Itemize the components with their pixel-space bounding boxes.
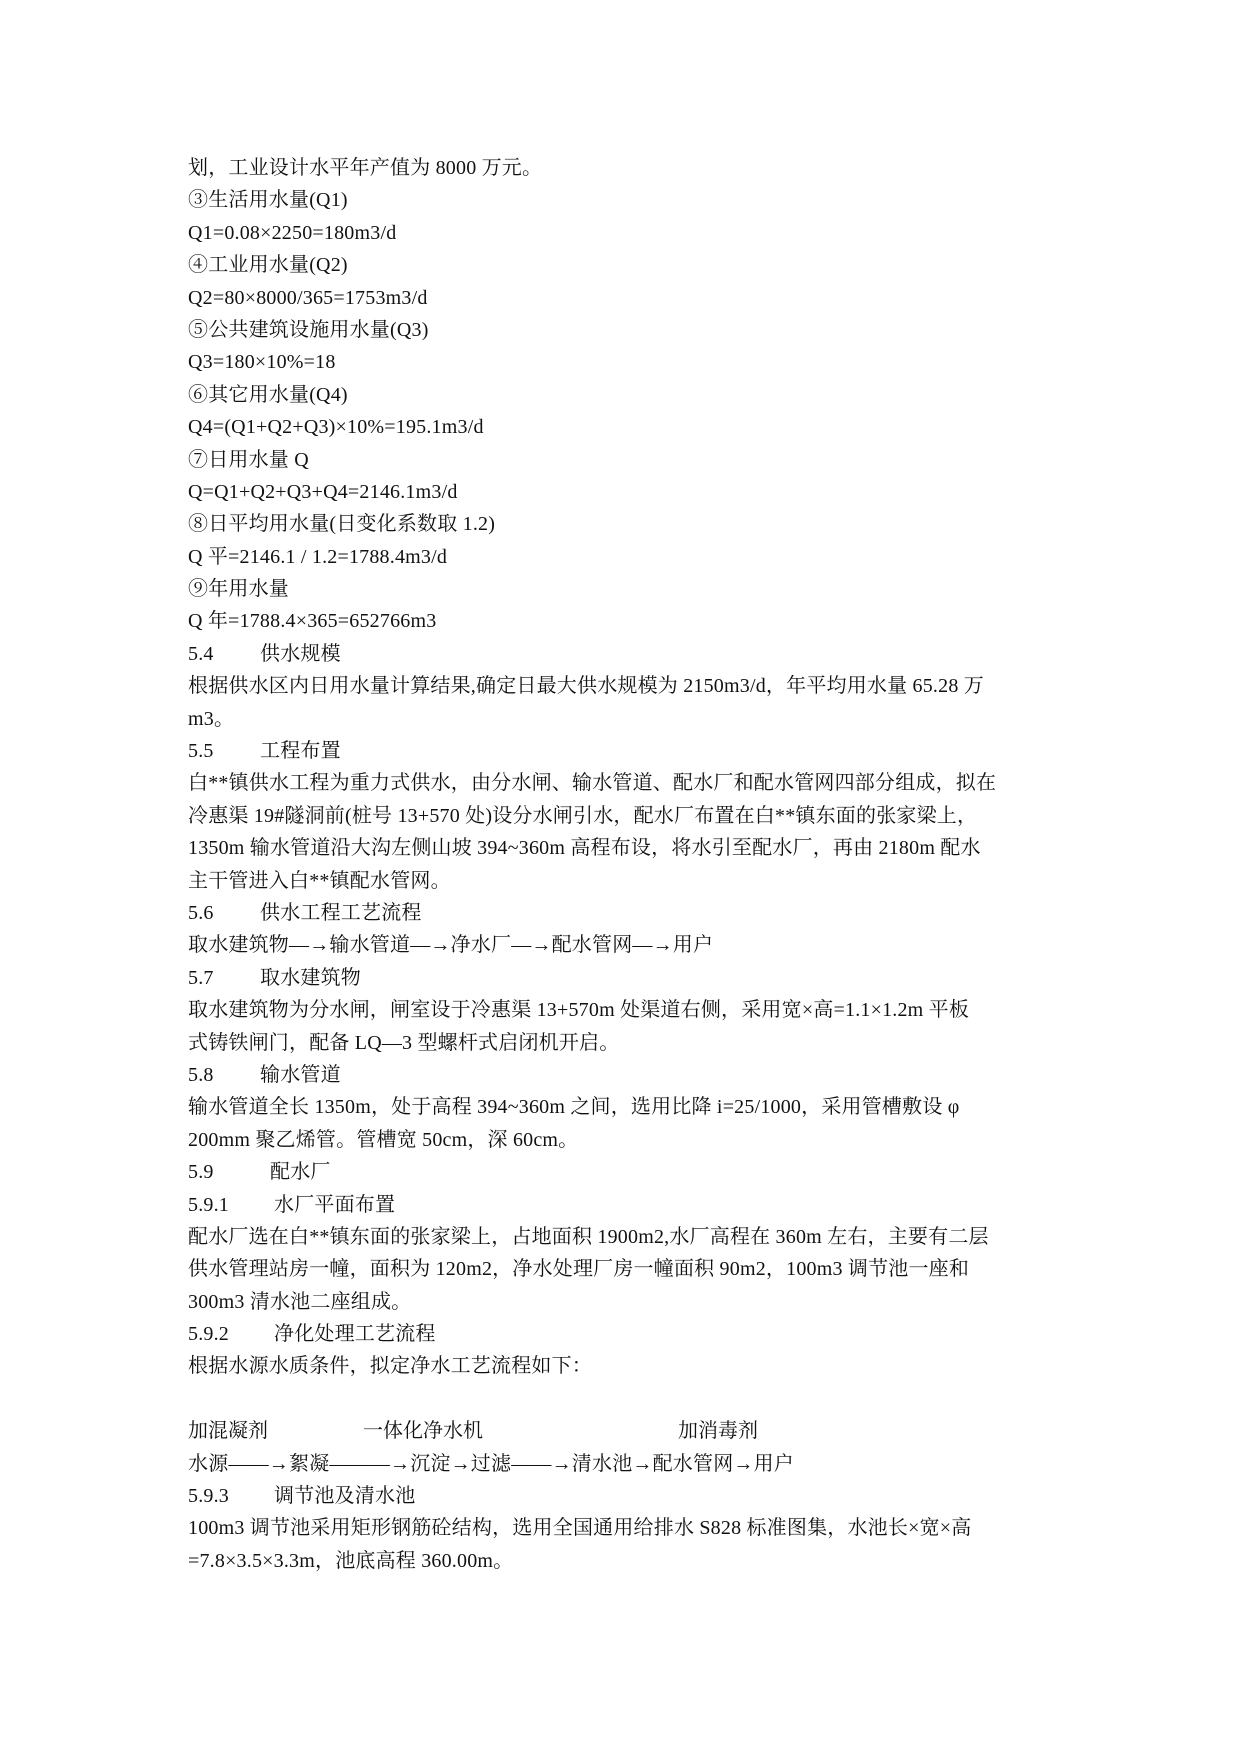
item-heading: ⑤公共建筑设施用水量(Q3) (188, 318, 429, 341)
section-title: 供水规模 (260, 642, 341, 665)
section-heading-5-9-2 (188, 1318, 1058, 1350)
section-number: 5.9 (188, 1161, 214, 1184)
section-number: 5.4 (188, 642, 214, 665)
formula-line: Q=Q1+Q2+Q3+Q4=2146.1m3/d (188, 480, 458, 503)
section-number: 5.5 (188, 740, 214, 763)
section-heading-5-9-1 (188, 1189, 1058, 1221)
item-heading: ⑥其它用水量(Q4) (188, 383, 348, 406)
formula-line: Q 年=1788.4×365=652766m3 (188, 610, 437, 633)
section-heading-5-4 (188, 638, 1058, 670)
paragraph-line: 主干管进入白**镇配水管网。 (188, 869, 451, 892)
item-heading: ⑦日用水量 Q (188, 448, 309, 471)
section-heading-5-7 (188, 962, 1058, 994)
process-flow-chain: 水源——→絮凝———→沉淀→过滤——→清水池→配水管网→用户 (188, 1452, 794, 1475)
paragraph-line: 冷惠渠 19#隧洞前(桩号 13+570 处)设分水闸引水，配水厂布置在白**镇东面的张家梁上， (188, 804, 978, 827)
section-title: 供水工程工艺流程 (260, 901, 422, 924)
section-heading-5-9 (188, 1156, 1058, 1188)
flow-label-integrated-purifier: 一体化净水机 (363, 1420, 483, 1443)
section-title: 调节池及清水池 (274, 1485, 416, 1508)
item-heading: ⑨年用水量 (188, 578, 289, 601)
formula-line: Q1=0.08×2250=180m3/d (188, 221, 397, 244)
paragraph-line: m3。 (188, 707, 235, 730)
paragraph-line: 300m3 清水池二座组成。 (188, 1290, 412, 1313)
section-heading-5-5 (188, 735, 1058, 767)
text-line: 划，工业设计水平年产值为 8000 万元。 (188, 157, 543, 179)
section-heading-5-6 (188, 897, 1058, 929)
paragraph-line: =7.8×3.5×3.3m，池底高程 360.00m。 (188, 1549, 514, 1572)
paragraph-line: 根据供水区内日用水量计算结果,确定日最大供水规模为 2150m3/d，年平均用水量 65.28 万 (188, 675, 984, 698)
paragraph-line: 根据水源水质条件，拟定净水工艺流程如下： (188, 1355, 592, 1378)
section-number: 5.7 (188, 966, 214, 989)
paragraph-line: 输水管道全长 1350m，处于高程 394~360m 之间，选用比降 i=25/1000，采用管槽敷设 φ (188, 1096, 960, 1119)
item-heading: ④工业用水量(Q2) (188, 254, 348, 277)
formula-line: Q3=180×10%=18 (188, 351, 336, 374)
paragraph-line: 配水厂选在白**镇东面的张家梁上，占地面积 1900m2,水厂高程在 360m 左右，主要有二层 (188, 1225, 989, 1248)
section-number: 5.6 (188, 901, 214, 924)
paragraph-line: 供水管理站房一幢，面积为 120m2，净水处理厂房一幢面积 90m2，100m3 调节池一座和 (188, 1258, 970, 1281)
process-flow-line: 取水建筑物—→输水管道—→净水厂—→配水管网—→用户 (188, 934, 714, 957)
section-heading-5-9-3 (188, 1480, 1058, 1512)
paragraph-line: 白**镇供水工程为重力式供水，由分水闸、输水管道、配水厂和配水管网四部分组成，拟在 (188, 772, 997, 795)
paragraph-line: 200mm 聚乙烯管。管槽宽 50cm，深 60cm。 (188, 1128, 579, 1151)
process-flow-labels (188, 1415, 1058, 1447)
paragraph-line: 取水建筑物为分水闸，闸室设于冷惠渠 13+570m 处渠道右侧，采用宽×高=1.1×1.2m 平板 (188, 999, 970, 1022)
flow-label-coagulant: 加混凝剂 (188, 1420, 268, 1443)
item-heading: ③生活用水量(Q1) (188, 189, 348, 212)
paragraph-line: 式铸铁闸门，配备 LQ—3 型螺杆式启闭机开启。 (188, 1031, 620, 1054)
section-number: 5.8 (188, 1063, 214, 1086)
section-number: 5.9.2 (188, 1323, 229, 1346)
section-number: 5.9.1 (188, 1193, 229, 1216)
section-heading-5-8 (188, 1059, 1058, 1091)
section-title: 水厂平面布置 (274, 1193, 396, 1216)
formula-line: Q2=80×8000/365=1753m3/d (188, 286, 428, 309)
section-title: 取水建筑物 (260, 966, 361, 989)
section-number: 5.9.3 (188, 1485, 229, 1508)
blank-line (188, 1383, 1058, 1415)
flow-label-disinfectant: 加消毒剂 (678, 1420, 758, 1443)
section-title: 配水厂 (270, 1161, 331, 1184)
item-heading: ⑧日平均用水量(日变化系数取 1.2) (188, 513, 496, 536)
paragraph-line: 1350m 输水管道沿大沟左侧山坡 394~360m 高程布设，将水引至配水厂，再由 2180m 配水 (188, 837, 981, 860)
paragraph-line: 100m3 调节池采用矩形钢筋砼结构，选用全国通用给排水 S828 标准图集，水池长×宽×高 (188, 1517, 972, 1540)
document-body (188, 152, 1058, 1577)
section-title: 输水管道 (260, 1063, 341, 1086)
section-title: 工程布置 (260, 740, 341, 763)
section-title: 净化处理工艺流程 (274, 1323, 436, 1346)
formula-line: Q4=(Q1+Q2+Q3)×10%=195.1m3/d (188, 416, 484, 439)
formula-line: Q 平=2146.1 / 1.2=1788.4m3/d (188, 545, 448, 568)
